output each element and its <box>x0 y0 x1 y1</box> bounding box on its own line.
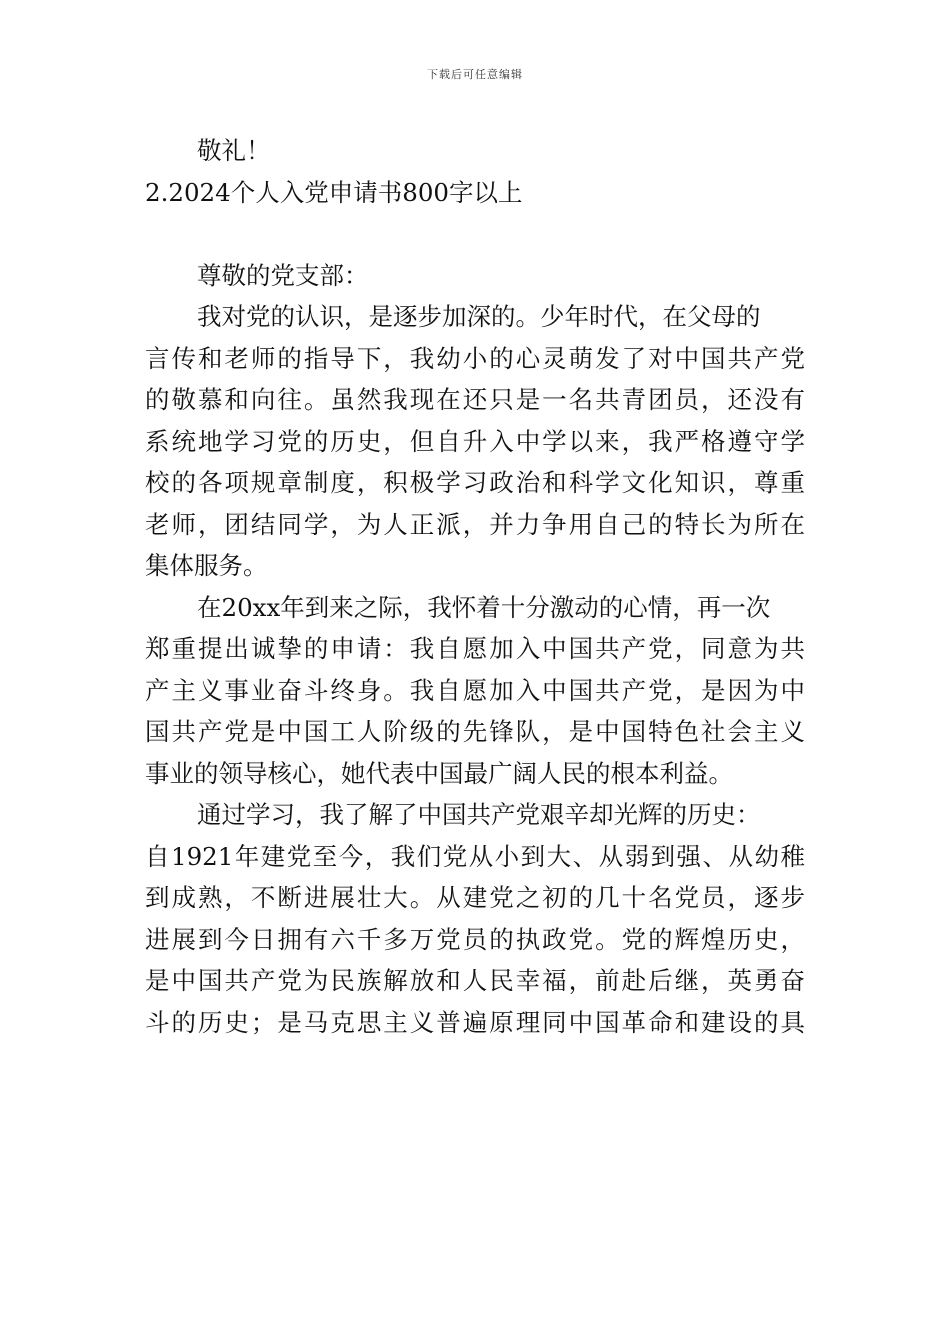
header-note: 下载后可任意编辑 <box>427 68 523 81</box>
paragraph-2-line: 国共产党是中国工人阶级的先锋队，是中国特色社会主义 <box>145 717 805 746</box>
paragraph-1-line: 系统地学习党的历史，但自升入中学以来，我严格遵守学 <box>145 426 805 456</box>
paragraph-1-line: 我对党的认识，是逐步加深的。少年时代，在父母的 <box>197 302 761 331</box>
paragraph-1-line: 的敬慕和向往。虽然我现在还只是一名共青团员，还没有 <box>145 385 805 414</box>
blank-line <box>145 213 805 255</box>
paragraph-1-line: 言传和老师的指导下，我幼小的心灵萌发了对中国共产党 <box>145 343 805 373</box>
paragraph-3-line: 斗的历史；是马克思主义普遍原理同中国革命和建设的具 <box>145 1007 805 1037</box>
paragraph-3-line: 自1921年建党至今，我们党从小到大、从弱到强、从幼稚 <box>145 841 805 871</box>
paragraph-3-line: 进展到今日拥有六千多万党员的执政党。党的辉煌历史， <box>145 924 805 954</box>
paragraph-3-line: 是中国共产党为民族解放和人民幸福，前赴后继，英勇奋 <box>145 966 805 995</box>
paragraph-2-line: 在20xx年到来之际，我怀着十分激动的心情，再一次 <box>197 592 771 622</box>
paragraph-3-line: 通过学习，我了解了中国共产党艰辛却光辉的历史： <box>197 800 761 829</box>
salutation: 尊敬的党支部： <box>197 260 369 290</box>
paragraph-2-line: 产主义事业奋斗终身。我自愿加入中国共产党，是因为中 <box>145 675 805 705</box>
paragraph-3-line: 到成熟，不断进展壮大。从建党之初的几十名党员，逐步 <box>145 883 805 912</box>
paragraph-1-line: 老师，团结同学，为人正派，并力争用自己的特长为所在 <box>145 509 805 539</box>
document-body <box>145 130 805 1043</box>
closing-line: 敬礼！ <box>197 136 271 165</box>
paragraph-1-line: 校的各项规章制度，积极学习政治和科学文化知识，尊重 <box>145 468 805 497</box>
paragraph-2-line: 事业的领导核心，她代表中国最广阔人民的根本利益。 <box>145 758 733 788</box>
paragraph-1-line: 集体服务。 <box>145 551 268 580</box>
section-title: 2.2024个人入党申请书800字以上 <box>145 177 523 207</box>
paragraph-2-line: 郑重提出诚挚的申请：我自愿加入中国共产党，同意为共 <box>145 634 805 663</box>
